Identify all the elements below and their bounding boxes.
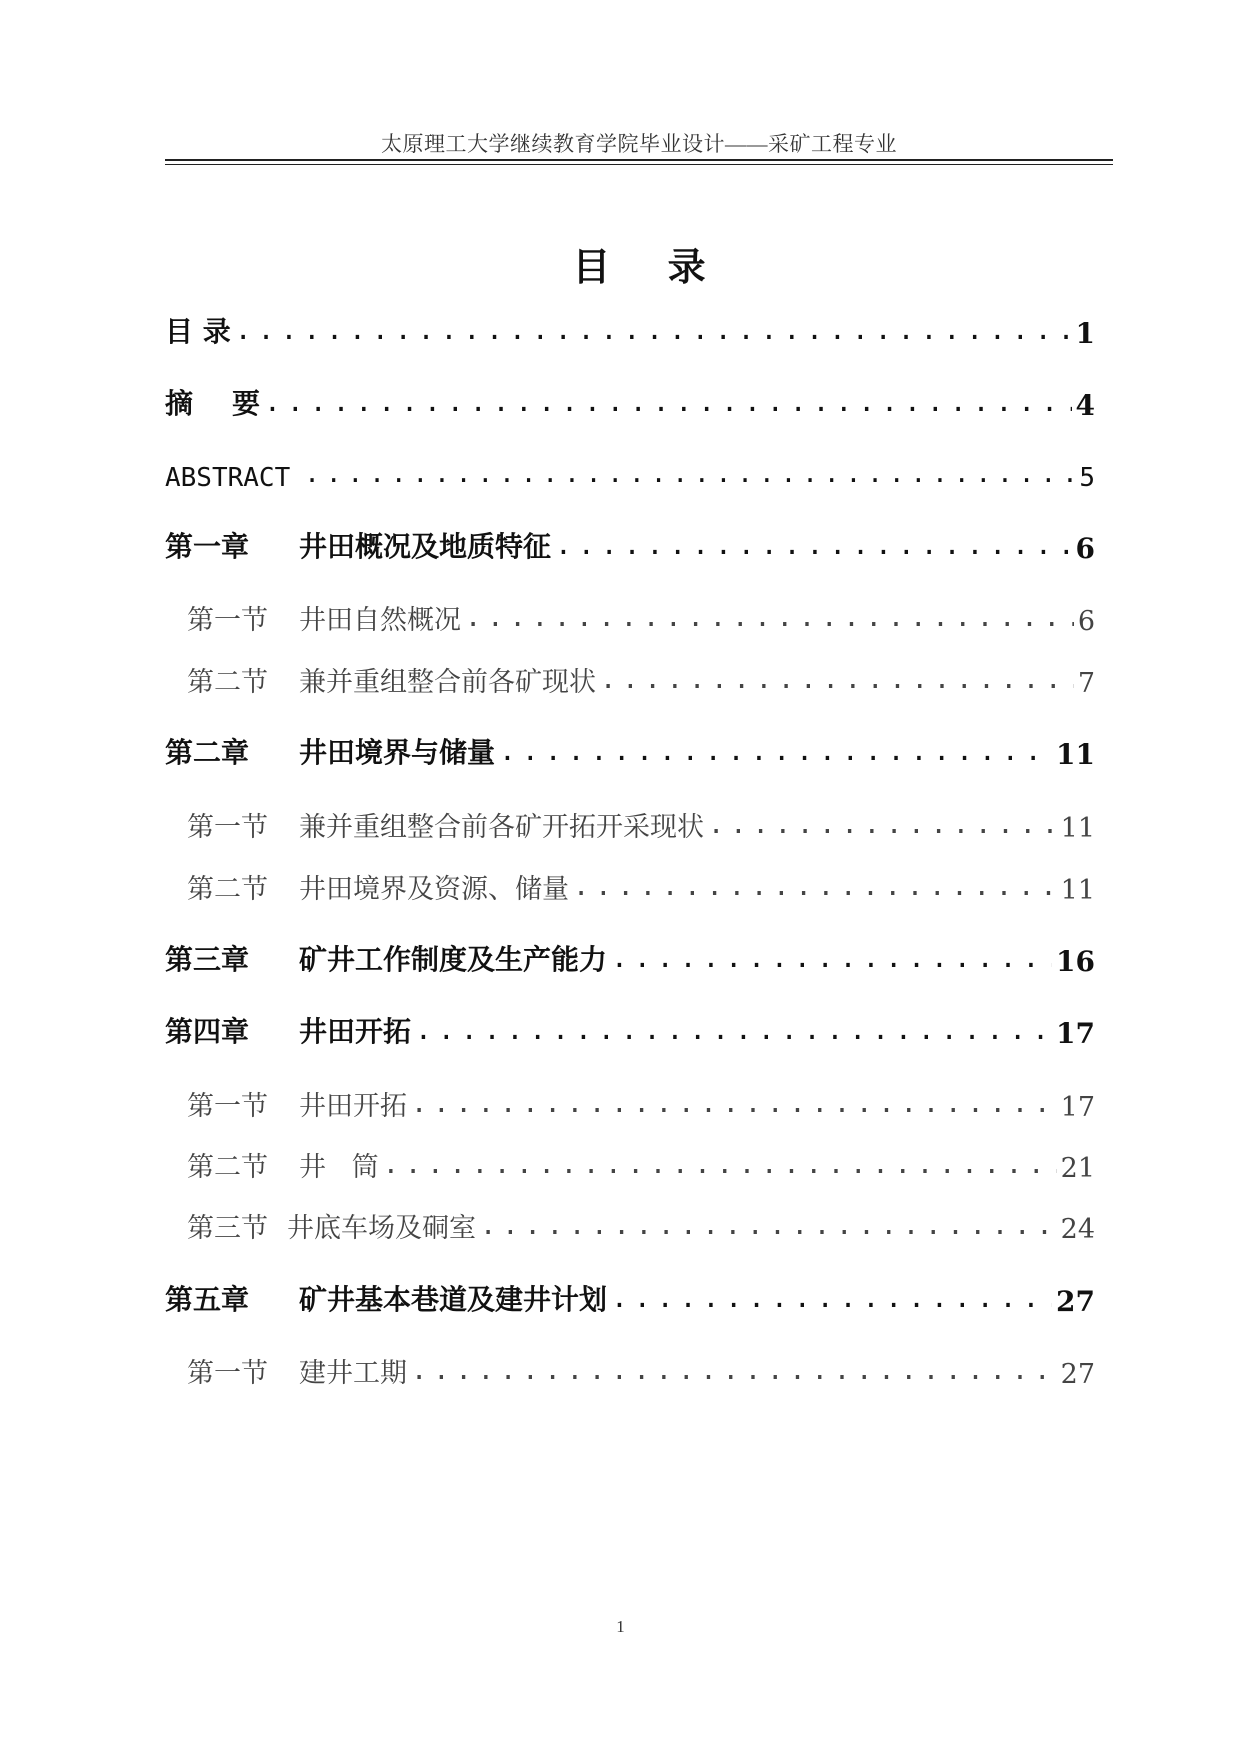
toc-entry[interactable] (187, 1350, 1095, 1390)
toc-dot-leader (304, 461, 1075, 493)
toc-entry-label: 井田开拓 (299, 1015, 412, 1048)
toc-entry-label: 井田概况及地质特征 (299, 530, 552, 563)
toc-entry[interactable] (165, 731, 1095, 771)
toc-entry-prefix: 第二节 (187, 667, 268, 698)
toc-entry-label: 井 筒 (299, 1152, 379, 1183)
toc-entry-label: 矿井基本巷道及建井计划 (299, 1283, 608, 1316)
toc-entry-prefix: 第二章 (165, 736, 250, 769)
toc-dot-leader (555, 531, 1072, 565)
toc-entry[interactable] (165, 938, 1095, 978)
document-title: 目 录 (572, 245, 728, 289)
toc-entry-page: 4 (1075, 389, 1095, 422)
toc-entry-page: 11 (1060, 813, 1095, 844)
toc-entry-label: 井田开拓 (299, 1091, 407, 1122)
toc-entry-prefix: 第二节 (187, 1152, 268, 1183)
toc-entry-prefix: 第一章 (165, 530, 250, 563)
toc-entry-page: 16 (1056, 945, 1095, 978)
toc-entry-label: 建井工期 (299, 1358, 407, 1389)
toc-entry-label: 目 录 (165, 315, 231, 348)
toc-entry-label: 井田自然概况 (299, 605, 461, 636)
toc-entry[interactable] (165, 1278, 1095, 1318)
toc-entry-page: 11 (1056, 738, 1095, 771)
toc-entry-prefix: 第一节 (187, 812, 268, 843)
toc-dot-leader (600, 666, 1074, 699)
toc-dot-leader (383, 1151, 1057, 1184)
toc-dot-leader (411, 1357, 1057, 1390)
toc-entry-page: 1 (1075, 317, 1095, 350)
toc-entry-prefix: 第二节 (187, 874, 268, 905)
toc-entry-prefix: 第一节 (187, 605, 268, 636)
toc-dot-leader (411, 1090, 1057, 1123)
toc-entry[interactable] (187, 1205, 1095, 1245)
toc-entry[interactable] (165, 1010, 1095, 1050)
toc-entry[interactable] (187, 1083, 1095, 1123)
toc-dot-leader (480, 1212, 1057, 1245)
toc-entry-prefix: 第三章 (165, 943, 250, 976)
toc-entry[interactable] (165, 525, 1095, 565)
toc-entry[interactable] (187, 866, 1095, 906)
toc-entry-prefix: 第一节 (187, 1358, 268, 1389)
toc-entry-page: 5 (1079, 463, 1095, 493)
toc-entry-label: 井底车场及硐室 (287, 1213, 476, 1244)
toc-entry-label: ABSTRACT (165, 463, 291, 493)
toc-entry-page: 11 (1060, 875, 1095, 906)
toc-entry-page: 17 (1056, 1017, 1095, 1050)
toc-entry-page: 7 (1077, 668, 1095, 699)
toc-entry[interactable] (165, 382, 1095, 422)
toc-entry-page: 24 (1060, 1214, 1095, 1245)
toc-dot-leader (611, 1284, 1052, 1318)
toc-dot-leader (415, 1016, 1052, 1050)
toc-entry-page: 6 (1075, 532, 1095, 565)
toc-entry-label: 井田境界与储量 (299, 736, 496, 769)
toc-entry[interactable] (187, 659, 1095, 699)
toc-entry-label: 兼并重组整合前各矿开拓开采现状 (299, 812, 704, 843)
toc-entry-page: 21 (1060, 1153, 1095, 1184)
toc-entry-label: 兼并重组整合前各矿现状 (299, 667, 596, 698)
toc-entry[interactable] (165, 453, 1095, 493)
page-number: 1 (616, 1617, 625, 1636)
toc-dot-leader (611, 944, 1052, 978)
toc-dot-leader (708, 811, 1057, 844)
toc-entry[interactable] (165, 310, 1095, 350)
toc-entry-prefix: 第三节 (187, 1213, 268, 1244)
toc-dot-leader (235, 316, 1072, 350)
toc-dot-leader (573, 873, 1057, 906)
toc-dot-leader (465, 604, 1074, 637)
toc-entry[interactable] (187, 1144, 1095, 1184)
toc-entry-page: 27 (1060, 1359, 1095, 1390)
toc-entry-label: 矿井工作制度及生产能力 (299, 943, 608, 976)
toc-entry-prefix: 第一节 (187, 1091, 268, 1122)
toc-entry[interactable] (187, 597, 1095, 637)
toc-entry-prefix: 第四章 (165, 1015, 250, 1048)
toc-entry-page: 17 (1060, 1092, 1095, 1123)
toc-dot-leader (264, 388, 1072, 422)
toc-entry-prefix: 第五章 (165, 1283, 250, 1316)
toc-entry-label: 井田境界及资源、储量 (299, 874, 569, 905)
page-header: 太原理工大学继续教育学院毕业设计——采矿工程专业 (381, 132, 897, 156)
toc-entry-label: 摘 要 (165, 387, 260, 420)
toc-entry-page: 6 (1077, 606, 1095, 637)
header-rule (165, 159, 1113, 165)
toc-dot-leader (499, 737, 1052, 771)
toc-entry[interactable] (187, 804, 1095, 844)
toc-entry-page: 27 (1056, 1285, 1095, 1318)
